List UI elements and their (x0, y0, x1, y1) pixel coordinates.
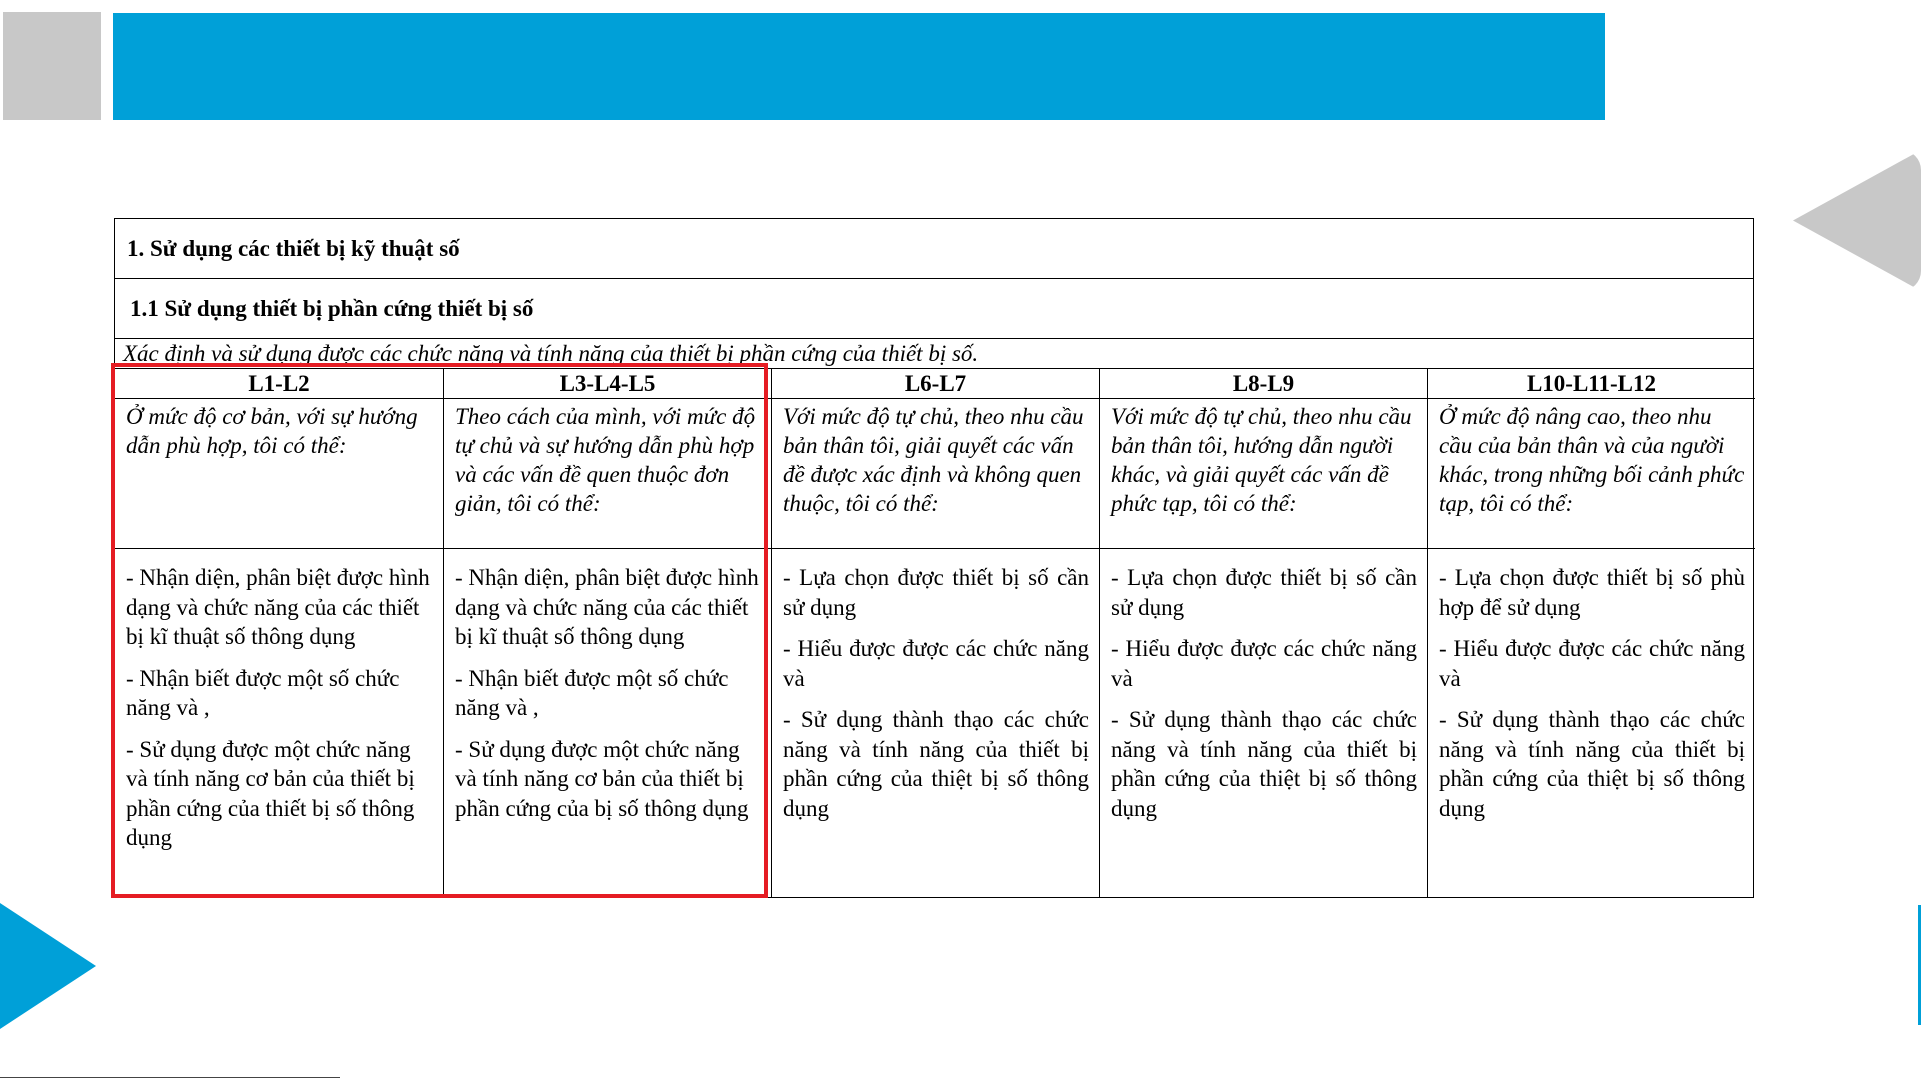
task-item: - Hiểu được được các chức năng và (783, 636, 1089, 691)
level-intro: Ở mức độ cơ bản, với sự hướng dẫn phù hợp, tôi có thể: (115, 399, 443, 549)
section-description: Xác định và sử dụng được các chức năng và tính năng của thiết bị phần cứng của thiết bị số. (115, 339, 1753, 369)
level-column (1427, 369, 1755, 897)
decor-gray-triangle (1793, 150, 1921, 291)
competency-table (114, 218, 1754, 898)
decor-gray-square (3, 12, 101, 120)
level-column (115, 369, 443, 897)
section-subtitle: 1.1 Sử dụng thiết bị phần cứng thiết bị số (115, 279, 1753, 339)
task-item: - Sử dụng được một chức năng và tính năng cơ bản của thiết bị phần cứng của thiết bị số thông dụng (126, 736, 415, 850)
task-item: - Sử dụng được một chức năng và tính năng cơ bản của thiết bị phần cứng của bị số thông dụng (455, 736, 749, 821)
footer-rule (0, 1077, 340, 1078)
task-item: - Sử dụng thành thạo các chức năng và tính năng của thiết bị phần cứng của thiệt bị số thông dụng (1439, 707, 1745, 821)
title-bar (113, 13, 1605, 120)
section-title: 1. Sử dụng các thiết bị kỹ thuật số (115, 219, 1753, 279)
decor-blue-triangle (0, 903, 96, 1029)
level-column (1099, 369, 1427, 897)
task-item: - Lựa chọn được thiết bị số cần sử dụng (1111, 565, 1417, 620)
level-header: L6-L7 (772, 369, 1099, 399)
level-tasks (444, 549, 771, 823)
task-item: - Lựa chọn được thiết bị số cần sử dụng (783, 565, 1089, 620)
level-header: L3-L4-L5 (444, 369, 771, 399)
level-tasks (1100, 549, 1427, 823)
level-tasks (1428, 549, 1755, 823)
task-item: - Hiểu được được các chức năng và (1111, 636, 1417, 691)
level-intro: Theo cách của mình, với mức độ tự chủ và sự hướng dẫn phù hợp và các vấn đề quen thuộc đơn giản, tôi có thể: (444, 399, 771, 549)
task-item: - Sử dụng thành thạo các chức năng và tính năng của thiết bị phần cứng của thiệt bị số thông dụng (783, 707, 1089, 821)
level-tasks (115, 549, 443, 853)
level-tasks (772, 549, 1099, 823)
task-item: - Sử dụng thành thạo các chức năng và tính năng của thiết bị phần cứng của thiệt bị số thông dụng (1111, 707, 1417, 821)
task-item: - Nhận biết được một số chức năng và , (455, 665, 729, 720)
task-item: - Nhận diện, phân biệt được hình dạng và chức năng của các thiết bị kĩ thuật số thông dụng (126, 565, 430, 649)
level-intro: Với mức độ tự chủ, theo nhu cầu bản thân tôi, giải quyết các vấn đề được xác định và không quen thuộc, tôi có thể: (772, 399, 1099, 549)
level-column (771, 369, 1099, 897)
task-item: - Nhận biết được một số chức năng và , (126, 665, 400, 720)
task-item: - Hiểu được được các chức năng và (1439, 636, 1745, 691)
level-header: L10-L11-L12 (1428, 369, 1755, 399)
level-header: L8-L9 (1100, 369, 1427, 399)
level-intro: Với mức độ tự chủ, theo nhu cầu bản thân tôi, hướng dẫn người khác, và giải quyết các vấn đề phức tạp, tôi có thể: (1100, 399, 1427, 549)
level-column (443, 369, 771, 897)
task-item: - Lựa chọn được thiết bị số phù hợp để sử dụng (1439, 565, 1745, 620)
level-header: L1-L2 (115, 369, 443, 399)
task-item: - Nhận diện, phân biệt được hình dạng và chức năng của các thiết bị kĩ thuật số thông dụng (455, 565, 759, 649)
level-intro: Ở mức độ nâng cao, theo nhu cầu của bản thân và của người khác, trong những bối cảnh phức tạp, tôi có thể: (1428, 399, 1755, 549)
